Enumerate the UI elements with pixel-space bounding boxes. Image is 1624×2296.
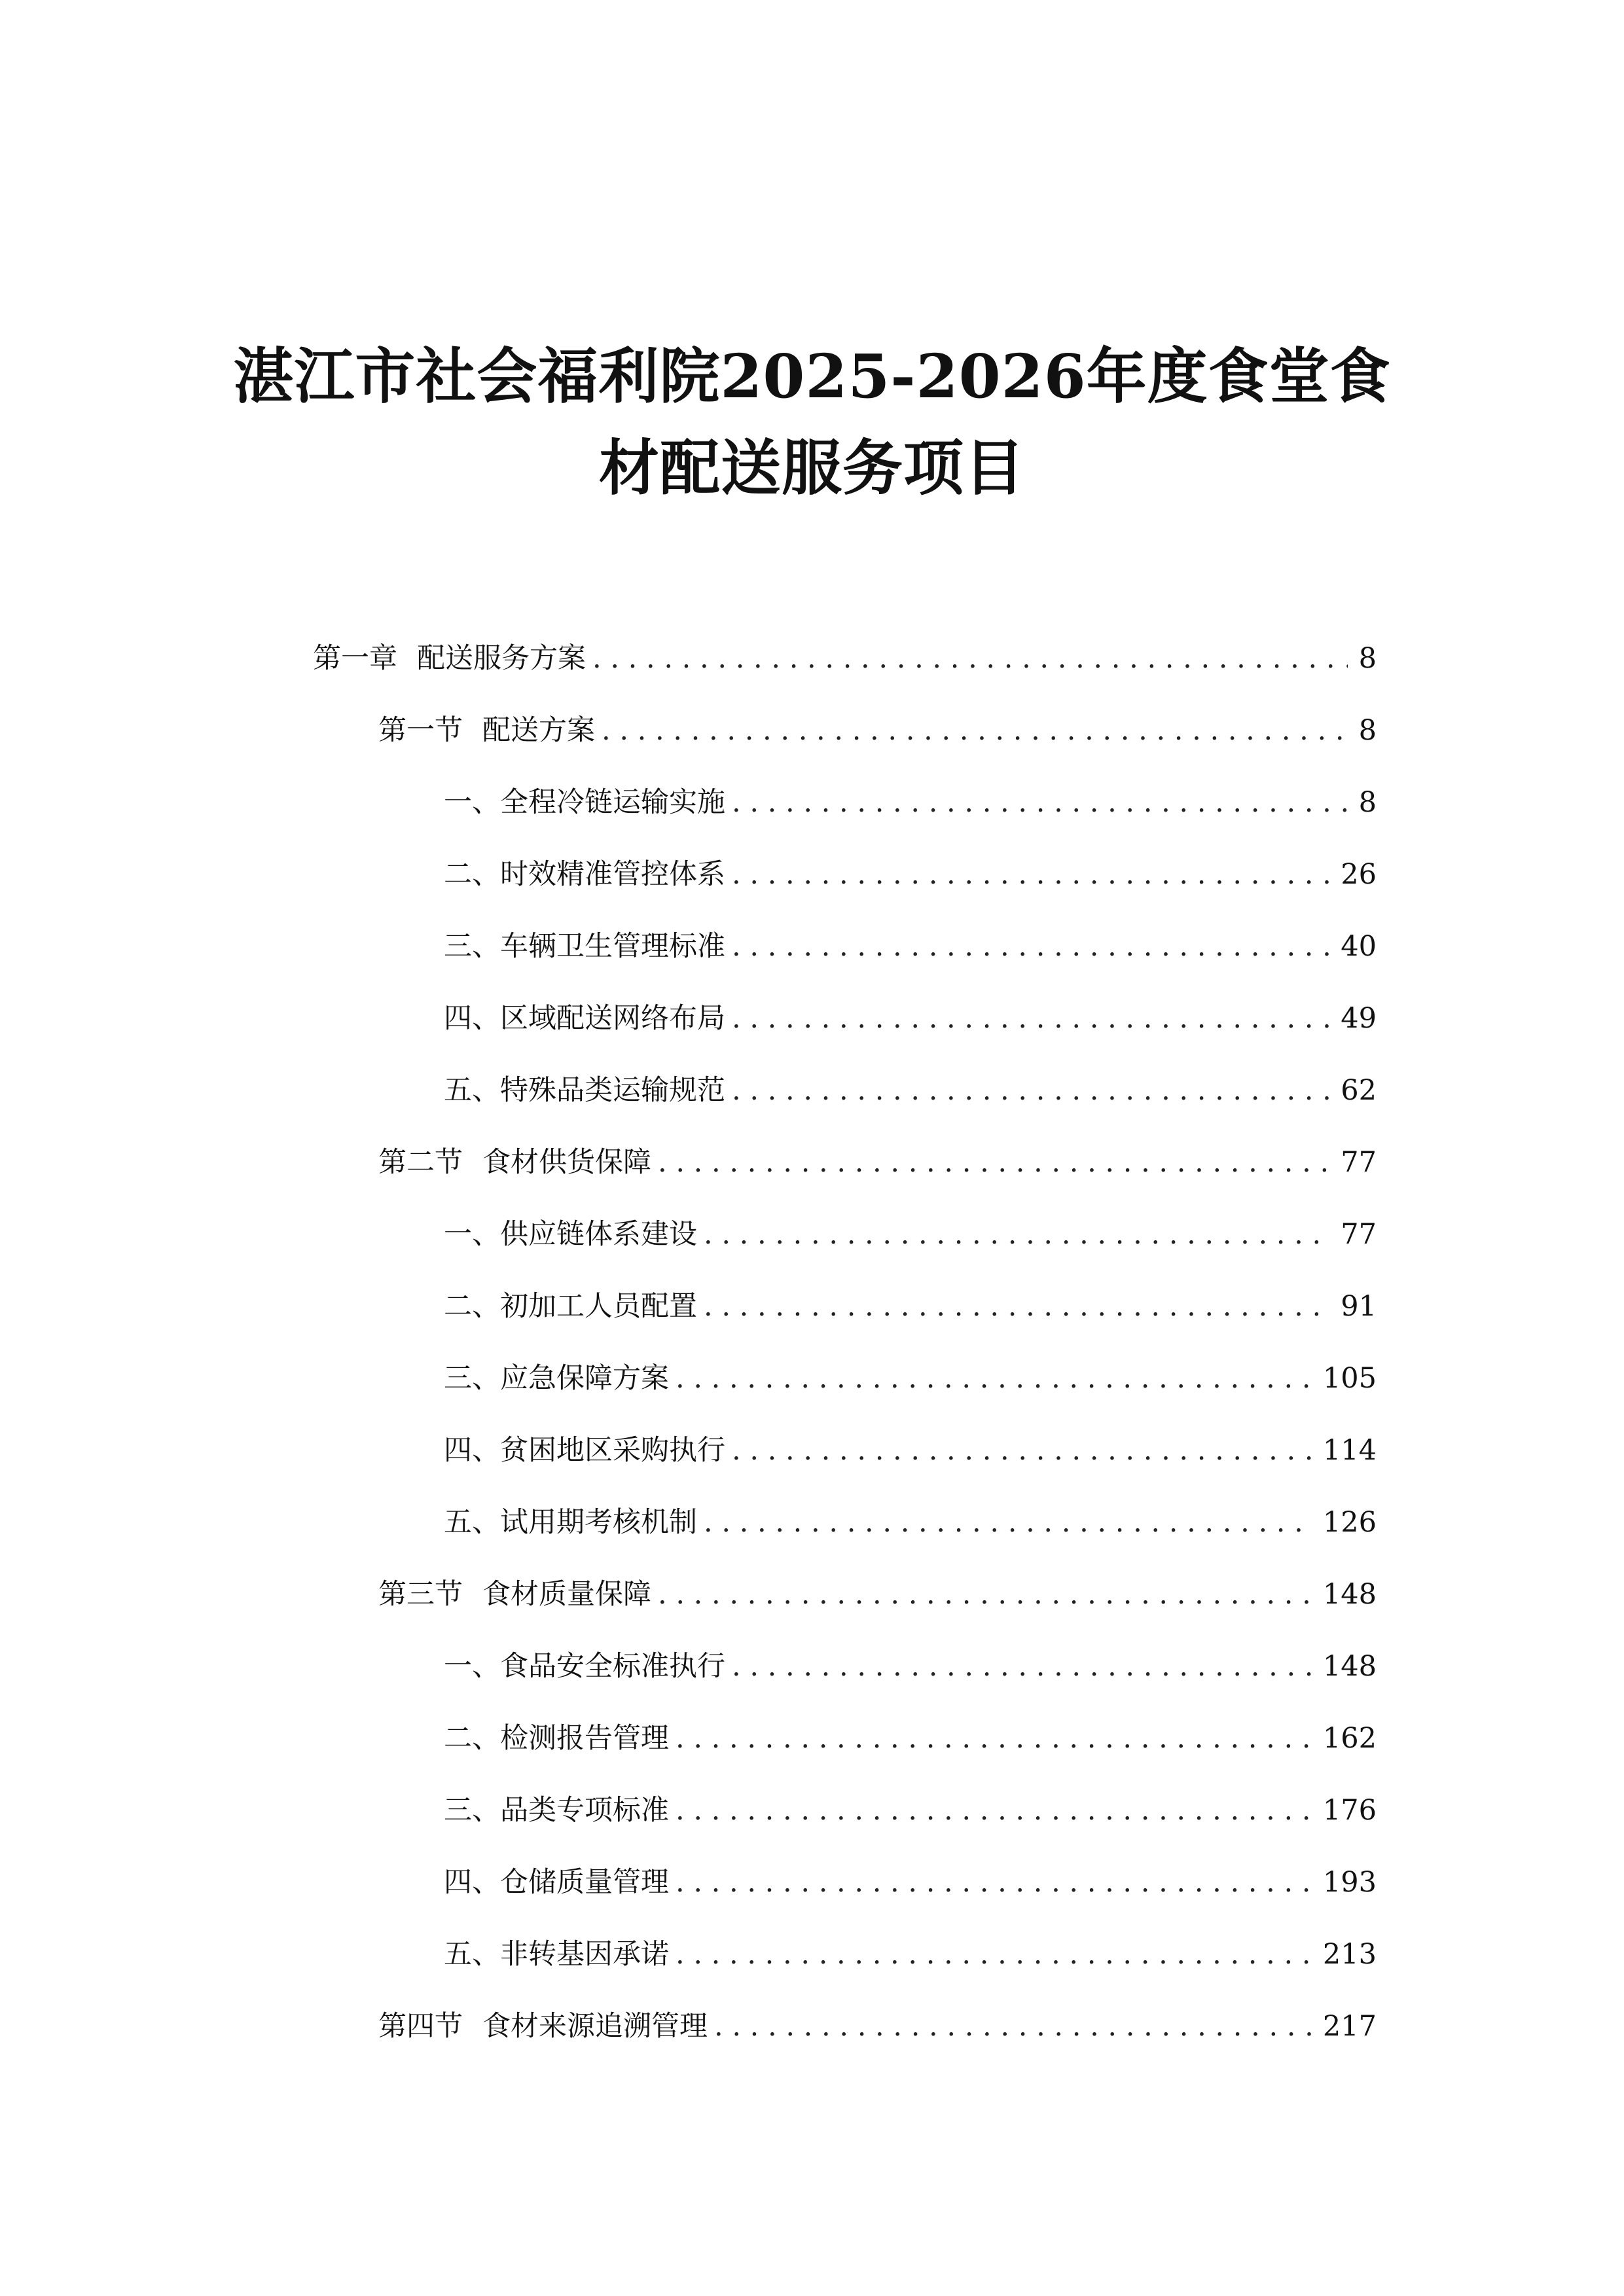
toc-entry[interactable]: [444, 1071, 1377, 1110]
toc-entry-page: 62: [1341, 1074, 1377, 1107]
toc-entry-number: 三、: [444, 1794, 500, 1827]
toc-entry-page: 148: [1322, 1578, 1377, 1611]
toc-dot-leader: [732, 855, 1331, 894]
toc-entry-label: 时效精准管控体系: [500, 858, 725, 891]
toc-entry-number: 四、: [444, 1002, 500, 1035]
toc-entry-number: 五、: [444, 1506, 500, 1539]
toc-entry[interactable]: [378, 1143, 1377, 1182]
toc-entry[interactable]: [444, 1215, 1377, 1254]
toc-entry[interactable]: [313, 639, 1377, 678]
toc-dot-leader: [658, 1143, 1331, 1182]
toc-entry-page: 217: [1322, 2010, 1377, 2043]
toc-entry-page: 8: [1358, 786, 1377, 819]
toc-dot-leader: [732, 1647, 1314, 1686]
toc-entry-label: 贫困地区采购执行: [500, 1434, 725, 1467]
toc-dot-leader: [732, 783, 1348, 822]
toc-entry[interactable]: [444, 1863, 1377, 1902]
toc-entry-page: 49: [1341, 1002, 1377, 1035]
toc-entry[interactable]: [378, 2007, 1377, 2046]
toc-entry-number: 第一节: [378, 714, 463, 747]
toc-entry-page: 176: [1322, 1794, 1377, 1827]
toc-entry-label: 非转基因承诺: [500, 1938, 669, 1971]
toc-dot-leader: [602, 711, 1348, 750]
toc-entry-page: 193: [1322, 1866, 1377, 1899]
toc-dot-leader: [704, 1287, 1331, 1326]
toc-entry-page: 8: [1358, 714, 1377, 747]
toc-entry[interactable]: [444, 1287, 1377, 1326]
toc-entry-label: 食材供货保障: [482, 1146, 651, 1179]
toc-entry-page: 105: [1322, 1362, 1377, 1395]
toc-entry-number: 四、: [444, 1866, 500, 1899]
document-title-line-2: 材配送服务项目: [598, 433, 1025, 503]
toc-entry-number: 五、: [444, 1938, 500, 1971]
toc-entry[interactable]: [444, 1431, 1377, 1470]
toc-entry-number: 二、: [444, 858, 500, 891]
toc-entry-number: 五、: [444, 1074, 500, 1107]
toc-entry-page: 40: [1341, 930, 1377, 963]
toc-entry-label: 特殊品类运输规范: [500, 1074, 725, 1107]
toc-entry-label: 检测报告管理: [500, 1722, 669, 1755]
toc-dot-leader: [704, 1215, 1331, 1254]
toc-entry-number: 一、: [444, 786, 500, 819]
toc-entry-label: 供应链体系建设: [500, 1218, 697, 1251]
toc-entry[interactable]: [444, 1935, 1377, 1974]
toc-dot-leader: [732, 927, 1331, 966]
toc-entry-number: 三、: [444, 1362, 500, 1395]
toc-entry-label: 食材质量保障: [482, 1578, 651, 1611]
toc-entry-label: 食品安全标准执行: [500, 1650, 725, 1683]
toc-entry[interactable]: [444, 1791, 1377, 1830]
toc-dot-leader: [732, 1071, 1331, 1110]
toc-entry-number: 四、: [444, 1434, 500, 1467]
toc-entry-page: 8: [1358, 642, 1377, 675]
toc-entry-number: 二、: [444, 1290, 500, 1323]
toc-dot-leader: [732, 1431, 1314, 1470]
toc-entry-label: 配送方案: [482, 714, 595, 747]
toc-entry-number: 一、: [444, 1218, 500, 1251]
toc-entry-label: 初加工人员配置: [500, 1290, 697, 1323]
toc-entry-page: 126: [1322, 1506, 1377, 1539]
toc-dot-leader: [676, 1719, 1314, 1758]
toc-dot-leader: [676, 1359, 1314, 1398]
toc-entry-number: 第三节: [378, 1578, 463, 1611]
toc-entry-number: 第四节: [378, 2010, 463, 2043]
toc-entry-page: 77: [1341, 1146, 1377, 1179]
toc-entry-label: 配送服务方案: [417, 642, 586, 675]
toc-entry-page: 26: [1341, 858, 1377, 891]
toc-dot-leader: [658, 1575, 1314, 1614]
toc-entry-page: 162: [1322, 1722, 1377, 1755]
toc-entry-page: 77: [1341, 1218, 1377, 1251]
toc-entry[interactable]: [444, 1503, 1377, 1542]
toc-entry-label: 区域配送网络布局: [500, 1002, 725, 1035]
toc-entry-label: 品类专项标准: [500, 1794, 669, 1827]
toc-entry-label: 车辆卫生管理标准: [500, 930, 725, 963]
toc-entry-number: 二、: [444, 1722, 500, 1755]
toc-entry[interactable]: [378, 1575, 1377, 1614]
toc-entry-label: 仓储质量管理: [500, 1866, 669, 1899]
toc-entry-label: 应急保障方案: [500, 1362, 669, 1395]
toc-dot-leader: [676, 1791, 1314, 1830]
toc-entry-label: 试用期考核机制: [500, 1506, 697, 1539]
toc-entry-number: 三、: [444, 930, 500, 963]
toc-dot-leader: [704, 1503, 1314, 1542]
toc-entry-page: 91: [1341, 1290, 1377, 1323]
toc-entry-page: 148: [1322, 1650, 1377, 1683]
toc-dot-leader: [714, 2007, 1314, 2046]
toc-entry[interactable]: [444, 855, 1377, 894]
toc-dot-leader: [676, 1863, 1314, 1902]
toc-entry[interactable]: [444, 927, 1377, 966]
toc-entry-number: 第二节: [378, 1146, 463, 1179]
toc-entry[interactable]: [378, 711, 1377, 750]
toc-dot-leader: [732, 999, 1331, 1038]
toc-entry-page: 114: [1322, 1434, 1377, 1467]
toc-entry-label: 食材来源追溯管理: [482, 2010, 708, 2043]
document-title-line-1: 湛江市社会福利院2025-2026年度食堂食: [233, 341, 1391, 412]
toc-entry-label: 全程冷链运输实施: [500, 786, 725, 819]
toc-entry-number: 一、: [444, 1650, 500, 1683]
toc-dot-leader: [676, 1935, 1314, 1974]
toc-entry-number: 第一章: [313, 642, 397, 675]
toc-dot-leader: [592, 639, 1348, 678]
toc-entry[interactable]: [444, 1359, 1377, 1398]
toc-entry[interactable]: [444, 1647, 1377, 1686]
toc-entry-page: 213: [1322, 1938, 1377, 1971]
toc-entry[interactable]: [444, 1719, 1377, 1758]
toc-entry[interactable]: [444, 999, 1377, 1038]
toc-entry[interactable]: [444, 783, 1377, 822]
